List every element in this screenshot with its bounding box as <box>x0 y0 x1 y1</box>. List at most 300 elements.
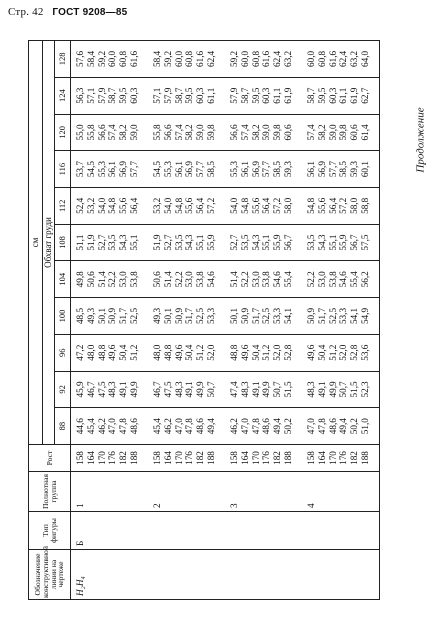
height-value: 158 <box>305 451 316 465</box>
col-height-group-header: Полнотная группа <box>29 472 71 512</box>
measurement-value: 48,0 <box>152 344 163 361</box>
measurement-cell <box>302 77 380 114</box>
measurement-value: 50,6 <box>85 271 96 288</box>
measurement-value: 58,7 <box>239 87 250 104</box>
measurement-value: 49,9 <box>195 381 206 398</box>
measurement-value: 48,6 <box>261 418 272 435</box>
measurement-value: 59,5 <box>118 87 129 104</box>
measurement-value: 58,2 <box>184 124 195 141</box>
height-value: 164 <box>239 451 250 465</box>
measurement-value: 50,6 <box>152 271 163 288</box>
chest-group-header: Обхват груди <box>43 41 55 445</box>
measurement-value: 58,7 <box>305 87 316 104</box>
measurement-value: 60,8 <box>250 50 261 67</box>
height-values-cell <box>225 445 302 472</box>
table-row <box>71 41 149 600</box>
measurement-value: 59,5 <box>184 87 195 104</box>
measurement-value: 52,2 <box>239 271 250 288</box>
measurement-value: 46,2 <box>96 418 107 435</box>
measurement-value: 58,2 <box>250 124 261 141</box>
measurement-value: 53,5 <box>239 234 250 251</box>
measurement-value: 53,3 <box>272 307 283 325</box>
height-group-cell: 4 <box>302 472 380 512</box>
measurement-value: 51,1 <box>75 234 85 251</box>
measurement-value: 53,8 <box>195 271 206 288</box>
measurement-value: 53,0 <box>118 271 129 288</box>
measurement-value: 59,5 <box>250 87 261 104</box>
measurement-value: 60,0 <box>305 50 316 67</box>
measurement-value: 53,3 <box>338 307 349 325</box>
measurement-value: 61,1 <box>272 87 283 104</box>
measurement-value: 60,6 <box>282 124 293 141</box>
measurement-cell <box>71 298 149 335</box>
measurement-value: 53,5 <box>107 234 118 251</box>
measurement-cell <box>71 77 149 114</box>
unit-header: см <box>29 41 43 445</box>
measurement-cell <box>225 41 302 78</box>
measurement-cell <box>148 41 225 78</box>
measurement-value: 49,3 <box>85 307 96 325</box>
figure-type-cell: Б <box>71 512 149 550</box>
measurement-value: 59,2 <box>162 50 173 67</box>
measurement-value: 45,9 <box>75 381 85 398</box>
measurement-value: 50,4 <box>118 344 129 361</box>
measurement-value: 48,3 <box>173 381 184 398</box>
measurement-value: 58,4 <box>152 50 163 67</box>
measurement-value: 54,0 <box>228 197 239 214</box>
measurement-value: 59,0 <box>195 124 206 141</box>
measurement-value: 45,4 <box>152 418 163 435</box>
measurement-value: 60,0 <box>173 50 184 67</box>
measurement-value: 55,1 <box>261 234 272 251</box>
measurement-value: 59,8 <box>206 124 216 141</box>
measurement-value: 52,7 <box>228 234 239 251</box>
measurement-value: 48,6 <box>327 418 338 435</box>
figure-type-cell <box>148 512 225 550</box>
measurement-value: 61,6 <box>327 50 338 67</box>
measurement-value: 54,1 <box>349 307 360 325</box>
measurement-value: 53,7 <box>75 161 85 178</box>
measurement-value: 63,2 <box>282 50 293 67</box>
measurement-value: 53,8 <box>327 271 338 288</box>
measurement-value: 54,6 <box>206 271 216 288</box>
measurement-cell <box>302 224 380 261</box>
measurement-value: 55,0 <box>75 124 85 141</box>
height-group-cell: 3 <box>225 472 302 512</box>
height-value: 164 <box>162 451 173 465</box>
chest-size-header: 112 <box>55 187 71 224</box>
height-value: 182 <box>349 451 360 465</box>
measurement-value: 47,8 <box>316 418 327 435</box>
measurement-value: 53,2 <box>85 197 96 214</box>
measurement-value: 55,1 <box>128 234 139 251</box>
measurement-value: 55,9 <box>206 234 216 251</box>
measurement-value: 54,8 <box>239 197 250 214</box>
height-values-cell <box>302 445 380 472</box>
table-row <box>225 41 302 600</box>
measurement-cell <box>302 261 380 298</box>
chest-size-header: 88 <box>55 408 71 445</box>
measurement-value: 57,7 <box>261 161 272 178</box>
measurement-value: 62,7 <box>359 87 370 104</box>
measurement-value: 48,8 <box>162 344 173 361</box>
height-value: 164 <box>316 451 327 465</box>
measurement-value: 52,0 <box>338 344 349 361</box>
measurement-value: 58,2 <box>118 124 129 141</box>
measurement-value: 62,4 <box>206 50 216 67</box>
designation-cell: H₂H₄ <box>71 550 149 600</box>
measurement-cell <box>71 408 149 445</box>
measurement-value: 56,7 <box>349 234 360 251</box>
measurement-value: 55,1 <box>327 234 338 251</box>
designation-cell <box>225 550 302 600</box>
measurement-value: 50,4 <box>316 344 327 361</box>
measurement-value: 54,0 <box>162 197 173 214</box>
measurement-value: 57,9 <box>96 87 107 104</box>
height-group-cell: 2 <box>148 472 225 512</box>
measurement-value: 53,5 <box>305 234 316 251</box>
measurement-value: 48,6 <box>128 418 139 435</box>
measurement-value: 50,4 <box>250 344 261 361</box>
measurement-value: 45,4 <box>85 418 96 435</box>
measurement-value: 52,8 <box>349 344 360 361</box>
measurement-value: 49,4 <box>206 418 216 435</box>
measurement-value: 51,9 <box>85 234 96 251</box>
continuation-label: Продолжение <box>414 107 427 173</box>
measurement-value: 61,1 <box>206 87 216 104</box>
measurement-value: 61,6 <box>128 50 139 67</box>
measurement-value: 57,4 <box>305 124 316 141</box>
measurement-value: 58,2 <box>316 124 327 141</box>
measurement-value: 57,5 <box>359 234 370 251</box>
measurement-value: 60,8 <box>118 50 129 67</box>
measurement-cell <box>302 298 380 335</box>
measurement-cell <box>225 151 302 188</box>
measurement-value: 48,3 <box>305 381 316 398</box>
measurement-value: 58,0 <box>349 197 360 214</box>
measurement-value: 58,5 <box>272 161 283 178</box>
measurement-value: 53,8 <box>261 271 272 288</box>
measurement-value: 59,8 <box>338 124 349 141</box>
measurement-value: 56,1 <box>107 161 118 178</box>
measurement-value: 54,5 <box>152 161 163 178</box>
chest-size-header: 92 <box>55 371 71 408</box>
measurement-value: 57,7 <box>327 161 338 178</box>
chest-size-header: 108 <box>55 224 71 261</box>
measurement-cell <box>225 224 302 261</box>
measurement-value: 51,2 <box>128 344 139 361</box>
measurement-value: 51,7 <box>250 307 261 325</box>
rotated-table-area <box>28 40 380 600</box>
measurement-value: 52,0 <box>206 344 216 361</box>
measurement-value: 48,8 <box>96 344 107 361</box>
measurement-value: 49,1 <box>118 381 129 398</box>
measurement-value: 46,2 <box>228 418 239 435</box>
measurement-value: 49,9 <box>261 381 272 398</box>
measurement-value: 49,1 <box>316 381 327 398</box>
measurement-value: 61,9 <box>349 87 360 104</box>
measurement-value: 49,4 <box>272 418 283 435</box>
measurement-value: 51,5 <box>282 381 293 398</box>
measurement-value: 48,6 <box>195 418 206 435</box>
measurement-value: 47,8 <box>118 418 129 435</box>
table-row <box>148 41 225 600</box>
measurement-value: 53,8 <box>128 271 139 288</box>
measurement-value: 56,9 <box>316 161 327 178</box>
measurement-value: 53,0 <box>250 271 261 288</box>
height-values-cell <box>71 445 149 472</box>
measurement-value: 57,9 <box>162 87 173 104</box>
measurement-value: 47,8 <box>184 418 195 435</box>
measurement-value: 52,5 <box>128 307 139 325</box>
measurement-cell <box>148 77 225 114</box>
measurement-value: 51,9 <box>152 234 163 251</box>
chest-size-header: 128 <box>55 41 71 78</box>
measurement-value: 59,0 <box>261 124 272 141</box>
measurement-value: 56,4 <box>261 197 272 214</box>
height-value: 188 <box>359 451 370 465</box>
measurement-value: 49,6 <box>107 344 118 361</box>
height-value: 170 <box>250 451 261 465</box>
measurement-value: 48,0 <box>85 344 96 361</box>
measurement-value: 59,2 <box>228 50 239 67</box>
standard-code: ГОСТ 9208—85 <box>52 7 128 18</box>
measurement-value: 55,3 <box>162 161 173 178</box>
measurement-value: 52,8 <box>282 344 293 361</box>
measurement-value: 52,5 <box>195 307 206 325</box>
chest-size-header: 96 <box>55 334 71 371</box>
measurement-value: 50,9 <box>239 307 250 325</box>
measurement-value: 54,0 <box>96 197 107 214</box>
measurement-cell <box>225 261 302 298</box>
page-header <box>8 6 127 18</box>
measurement-cell <box>302 334 380 371</box>
measurement-value: 60,3 <box>195 87 206 104</box>
measurement-value: 50,1 <box>96 307 107 325</box>
measurement-value: 49,1 <box>250 381 261 398</box>
measurement-value: 59,8 <box>272 124 283 141</box>
measurement-value: 60,0 <box>239 50 250 67</box>
designation-cell <box>302 550 380 600</box>
height-value: 176 <box>184 451 195 465</box>
measurement-value: 52,3 <box>359 381 370 398</box>
measurement-value: 52,5 <box>261 307 272 325</box>
measurement-value: 47,0 <box>305 418 316 435</box>
measurement-value: 47,2 <box>75 344 85 361</box>
measurement-value: 56,4 <box>195 197 206 214</box>
height-value: 188 <box>128 451 139 465</box>
measurement-value: 57,4 <box>107 124 118 141</box>
height-value: 170 <box>327 451 338 465</box>
height-value: 176 <box>107 451 118 465</box>
measurement-value: 51,2 <box>195 344 206 361</box>
measurement-cell <box>71 261 149 298</box>
measurement-cell <box>225 114 302 151</box>
measurement-value: 55,8 <box>85 124 96 141</box>
measurement-value: 52,7 <box>162 234 173 251</box>
measurement-value: 48,8 <box>228 344 239 361</box>
measurement-cell <box>225 187 302 224</box>
measurement-value: 50,1 <box>228 307 239 325</box>
measurement-value: 54,6 <box>338 271 349 288</box>
measurement-value: 46,7 <box>152 381 163 398</box>
height-value: 176 <box>338 451 349 465</box>
measurement-value: 58,0 <box>282 197 293 214</box>
chest-size-header: 124 <box>55 77 71 114</box>
measurement-value: 59,2 <box>96 50 107 67</box>
measurement-value: 51,7 <box>118 307 129 325</box>
measurement-value: 54,8 <box>173 197 184 214</box>
measurement-value: 61,6 <box>261 50 272 67</box>
measurement-value: 59,5 <box>316 87 327 104</box>
measurement-value: 52,2 <box>173 271 184 288</box>
measurement-value: 49,3 <box>152 307 163 325</box>
measurement-value: 56,7 <box>282 234 293 251</box>
measurement-value: 62,4 <box>338 50 349 67</box>
measurement-value: 60,6 <box>349 124 360 141</box>
measurement-cell <box>225 371 302 408</box>
measurement-value: 54,9 <box>359 307 370 325</box>
measurement-value: 46,2 <box>162 418 173 435</box>
height-value: 188 <box>282 451 293 465</box>
measurement-value: 59,3 <box>282 161 293 178</box>
height-values-cell <box>148 445 225 472</box>
measurement-value: 57,7 <box>128 161 139 178</box>
height-value: 158 <box>75 451 85 465</box>
measurement-cell <box>225 408 302 445</box>
table-row <box>302 41 380 600</box>
measurement-value: 57,7 <box>195 161 206 178</box>
measurement-value: 55,3 <box>228 161 239 178</box>
measurement-cell <box>302 151 380 188</box>
measurement-value: 50,1 <box>162 307 173 325</box>
measurement-value: 58,5 <box>206 161 216 178</box>
height-value: 188 <box>206 451 216 465</box>
measurement-cell <box>148 298 225 335</box>
measurement-value: 49,6 <box>239 344 250 361</box>
measurement-value: 56,9 <box>118 161 129 178</box>
measurement-value: 55,6 <box>184 197 195 214</box>
measurement-value: 58,8 <box>359 197 370 214</box>
measurement-cell <box>225 298 302 335</box>
measurement-value: 54,3 <box>316 234 327 251</box>
height-value: 182 <box>272 451 283 465</box>
measurement-value: 56,1 <box>239 161 250 178</box>
measurement-value: 58,7 <box>107 87 118 104</box>
measurement-value: 51,4 <box>162 271 173 288</box>
measurement-value: 54,5 <box>85 161 96 178</box>
measurement-value: 50,2 <box>349 418 360 435</box>
measurement-value: 47,4 <box>228 381 239 398</box>
measurement-value: 54,3 <box>250 234 261 251</box>
measurement-value: 61,9 <box>282 87 293 104</box>
measurement-value: 64,0 <box>359 50 370 67</box>
measurement-value: 57,2 <box>272 197 283 214</box>
chest-size-header: 120 <box>55 114 71 151</box>
measurement-value: 61,4 <box>359 124 370 141</box>
height-value: 158 <box>152 451 163 465</box>
measurement-value: 52,4 <box>75 197 85 214</box>
measurement-cell <box>71 151 149 188</box>
measurement-value: 50,9 <box>305 307 316 325</box>
measurement-value: 44,6 <box>75 418 85 435</box>
measurement-value: 54,1 <box>282 307 293 325</box>
chest-size-header: 104 <box>55 261 71 298</box>
measurement-value: 50,2 <box>282 418 293 435</box>
measurement-value: 56,2 <box>359 271 370 288</box>
measurement-value: 51,7 <box>184 307 195 325</box>
measurement-value: 59,0 <box>128 124 139 141</box>
measurement-value: 53,2 <box>152 197 163 214</box>
measurement-value: 50,7 <box>206 381 216 398</box>
measurement-cell <box>225 334 302 371</box>
measurement-value: 60,1 <box>359 161 370 178</box>
measurement-value: 61,1 <box>338 87 349 104</box>
measurement-value: 59,0 <box>327 124 338 141</box>
measurement-cell <box>71 187 149 224</box>
measurement-value: 49,4 <box>338 418 349 435</box>
measurement-value: 53,0 <box>316 271 327 288</box>
measurement-value: 56,9 <box>184 161 195 178</box>
measurement-value: 49,6 <box>305 344 316 361</box>
measurement-value: 47,8 <box>250 418 261 435</box>
measurement-cell <box>148 408 225 445</box>
measurement-value: 57,2 <box>206 197 216 214</box>
measurement-value: 46,7 <box>85 381 96 398</box>
measurement-value: 51,4 <box>96 271 107 288</box>
measurement-value: 49,9 <box>128 381 139 398</box>
measurement-value: 53,0 <box>184 271 195 288</box>
measurement-value: 54,3 <box>184 234 195 251</box>
measurement-value: 55,9 <box>338 234 349 251</box>
measurement-value: 57,4 <box>173 124 184 141</box>
measurement-value: 60,3 <box>327 87 338 104</box>
measurement-cell <box>71 41 149 78</box>
measurement-value: 47,0 <box>107 418 118 435</box>
col-designation-header: Обозначение конструктивной линии на чертеже <box>29 550 71 600</box>
measurement-value: 56,1 <box>305 161 316 178</box>
measurement-cell <box>302 408 380 445</box>
measurement-value: 56,6 <box>228 124 239 141</box>
measurement-value: 50,9 <box>107 307 118 325</box>
measurement-cell <box>302 114 380 151</box>
measurement-value: 55,9 <box>272 234 283 251</box>
measurement-cell <box>302 371 380 408</box>
measurement-value: 53,6 <box>359 344 370 361</box>
measurement-value: 52,0 <box>272 344 283 361</box>
col-height-header: Рост <box>29 445 71 472</box>
measurement-value: 57,6 <box>75 50 85 67</box>
col-figure-type-header: Тип фигуры <box>29 512 71 550</box>
height-value: 176 <box>261 451 272 465</box>
chest-size-header: 116 <box>55 151 71 188</box>
figure-type-cell <box>302 512 380 550</box>
measurement-value: 55,1 <box>195 234 206 251</box>
measurement-value: 55,6 <box>250 197 261 214</box>
measurement-value: 63,2 <box>349 50 360 67</box>
measurement-value: 60,8 <box>316 50 327 67</box>
measurement-value: 54,8 <box>107 197 118 214</box>
measurement-cell <box>71 224 149 261</box>
measurement-value: 57,4 <box>239 124 250 141</box>
measurement-cell <box>148 114 225 151</box>
measurement-value: 54,3 <box>118 234 129 251</box>
measurement-value: 51,2 <box>261 344 272 361</box>
measurement-value: 55,3 <box>96 161 107 178</box>
measurement-value: 51,5 <box>349 381 360 398</box>
height-value: 182 <box>118 451 129 465</box>
measurement-value: 56,6 <box>96 124 107 141</box>
